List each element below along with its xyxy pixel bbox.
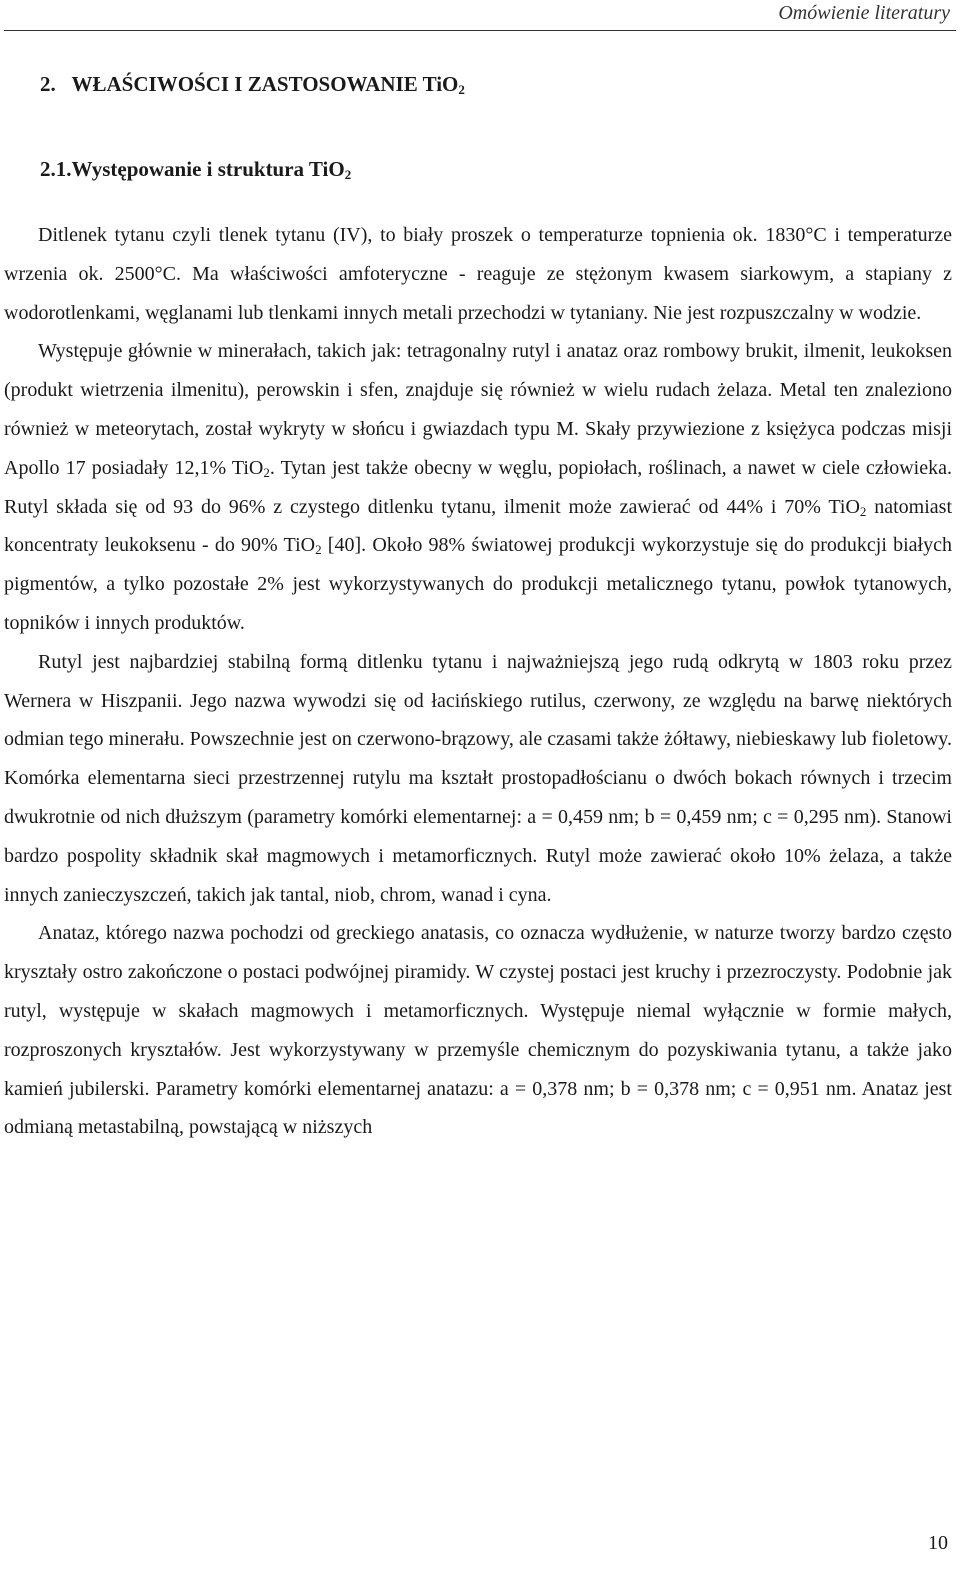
paragraph-text: [40]. Około 98% światowej produkcji wykorzystuje się do produkcji białych pigmentów, a tylko pozostałe 2% jest wykorzystywanych do produkcji metalicznego tytanu, powłok tytanowych, topników i innych produktów. xyxy=(4,534,952,634)
paragraph-text: natomiast koncentraty leukoksenu - do 90% TiO xyxy=(4,495,953,557)
running-header: Omówienie literatury xyxy=(778,2,950,24)
subsection-heading xyxy=(40,157,351,182)
section-title: WŁAŚCIWOŚCI I ZASTOSOWANIE TiO xyxy=(71,72,459,96)
section-heading xyxy=(40,72,465,97)
subsection-title-subscript: 2 xyxy=(344,167,352,182)
paragraph xyxy=(4,914,952,1147)
subsection-title: Występowanie i struktura TiO xyxy=(71,157,345,181)
subscript: 2 xyxy=(263,464,270,480)
subscript: 2 xyxy=(859,503,867,519)
body-text xyxy=(4,216,952,1147)
subscript: 2 xyxy=(315,542,322,558)
subsection-number: 2.1. xyxy=(40,157,72,181)
paragraph-text: Anataz, którego nazwa pochodzi od greckiego anatasis, co oznacza wydłużenie, w naturze tworzy bardzo często kryształy ostro zakończone o postaci podwójnej piramidy. W czystej postaci jest kruchy i przezroczysty. Podobnie jak rutyl, występuje w skałach magmowych i metamorficznych. Występuje niemal wyłącznie w formie małych, rozproszonych kryształów. Jest wykorzystywany w przemyśle chemicznym do pozyskiwania tytanu, a także jako kamień jubilerski. Parametry komórki elementarnej anatazu: a = 0,378 nm; b = 0,378 nm; c = 0,951 nm. Anataz jest odmianą metastabilną, powstającą w niższych xyxy=(4,922,952,1139)
paragraph xyxy=(4,216,952,332)
paragraph xyxy=(4,643,952,915)
section-title-subscript: 2 xyxy=(458,82,465,97)
page-number: 10 xyxy=(928,1532,948,1554)
paragraph-text: Ditlenek tytanu czyli tlenek tytanu (IV), to biały proszek o temperaturze topnienia ok. 1830°C i temperaturze wrzenia ok. 2500°C. Ma właściwości amfoteryczne - reaguje ze stężonym kwasem siarkowym, a stapiany z wodorotlenkami, węglanami lub tlenkami innych metali przechodzi w tytaniany. Nie jest rozpuszczalny w wodzie. xyxy=(4,224,952,324)
paragraph-text: . Tytan jest także obecny w węglu, popiołach, roślinach, a nawet w ciele człowieka. Rutyl składa się od 93 do 96% z czystego ditlenku tytanu, ilmenit może zawierać od 44% i 70% TiO xyxy=(4,456,952,518)
header-rule xyxy=(4,30,956,31)
paragraph-text: Rutyl jest najbardziej stabilną formą ditlenku tytanu i najważniejszą jego rudą odkrytą w 1803 roku przez Wernera w Hiszpanii. Jego nazwa wywodzi się od łacińskiego rutilus, czerwony, ze względu na barwę niektórych odmian tego minerału. Powszechnie jest on czerwono-brązowy, ale czasami także żółtawy, niebieskawy lub fioletowy. Komórka elementarna sieci przestrzennej rutylu ma kształt prostopadłościanu o dwóch bokach równych i trzecim dwukrotnie od nich dłuższym (parametry komórki elementarnej: a = 0,459 nm; b = 0,459 nm; c = 0,295 nm). Stanowi bardzo pospolity składnik skał magmowych i metamorficznych. Rutyl może zawierać około 10% żelaza, a także innych zanieczyszczeń, takich jak tantal, niob, chrom, wanad i cyna. xyxy=(4,650,952,906)
paragraph-text: Występuje głównie w minerałach, takich jak: tetragonalny rutyl i anataz oraz rombowy brukit, ilmenit, leukoksen (produkt wietrzenia ilmenitu), perowskin i sfen, znajduje się również w wielu rudach żelaza. Metal ten znaleziono również w meteorytach, został wykryty w słońcu i gwiazdach typu M. Skały przywiezione z księżyca podczas misji Apollo 17 posiadały 12,1% TiO xyxy=(4,340,952,479)
section-number: 2. xyxy=(40,72,56,96)
paragraph xyxy=(4,332,952,642)
